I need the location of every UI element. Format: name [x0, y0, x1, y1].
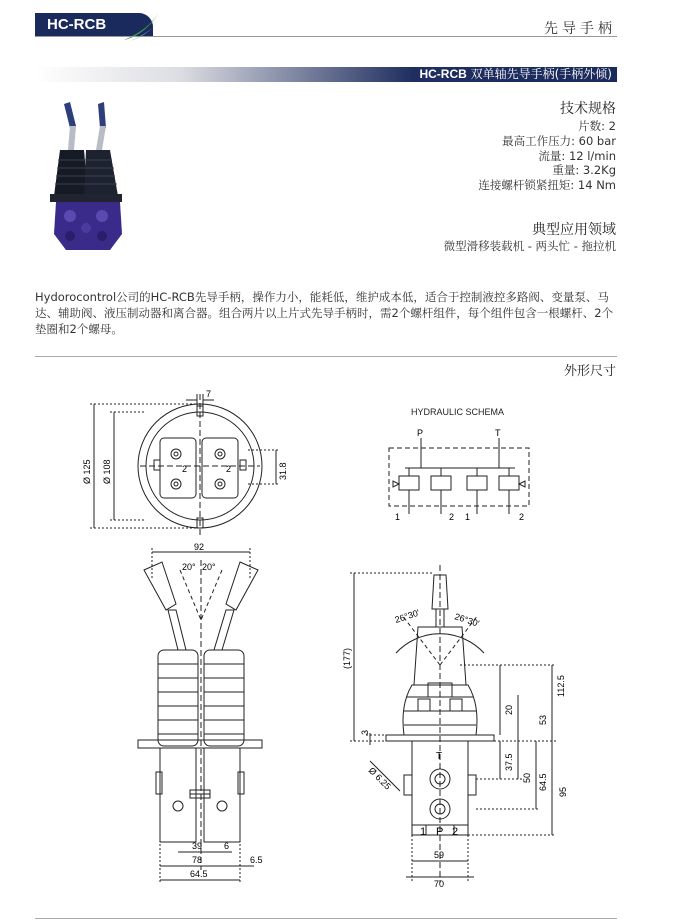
schema-port-t: T [495, 428, 501, 438]
spec-flow: 流量: 12 l/min [538, 149, 616, 163]
spec-weight: 重量: 3.2Kg [552, 163, 616, 177]
schema-title: HYDRAULIC SCHEMA [411, 407, 505, 417]
specs-heading: 技术规格 [560, 101, 616, 117]
dim-d108: Ø 108 [102, 459, 112, 484]
port-2-right: 2 [226, 464, 232, 474]
dim-95: 95 [558, 786, 568, 797]
banner-model: HC-RCB [419, 67, 467, 81]
spec-torque: 连接螺杆锁紧扭矩: 14 Nm [478, 178, 616, 192]
dim-112-5: 112.5 [556, 675, 566, 697]
port-t: T [436, 751, 443, 762]
dim-angle-26-30-left: 26°30' [393, 607, 421, 625]
dim-d6-25: Ø 6.25 [366, 765, 393, 792]
applications-text: 微型滑移装载机 - 两头忙 - 拖拉机 [443, 239, 616, 253]
schema-port-1b: 1 [465, 512, 471, 522]
schema-port-p: P [417, 428, 424, 438]
model-badge: HC-RCB [35, 13, 153, 37]
product-description: Hydorocontrol公司的HC-RCB先导手柄，操作力小，能耗低，维护成本低，适合于控制液控多路阀、变量泵、马达、辅助阀、液压制动器和离合器。组合两片以上片式先导手柄时，需2个螺杆组件，每个组件包含一根螺杆、2个垫圈和2个螺母。 [35, 290, 614, 336]
dim-39: 39 [192, 841, 203, 851]
port-1: 1 [420, 826, 427, 838]
dim-59: 59 [434, 850, 445, 860]
schema-port-2a: 2 [449, 512, 455, 522]
port-p: P [436, 826, 444, 838]
schema-port-2b: 2 [519, 512, 525, 522]
dim-37-5: 37.5 [504, 753, 514, 771]
dim-7: 7 [206, 389, 212, 399]
spec-max-pressure: 最高工作压力: 60 bar [502, 134, 616, 148]
brand-swoosh-icon [120, 8, 162, 44]
port-2-left: 2 [182, 464, 188, 474]
dim-70: 70 [434, 879, 445, 889]
spec-sections: 片数: 2 [578, 119, 616, 133]
schema-port-1a: 1 [395, 512, 401, 522]
dim-177: (177) [342, 647, 352, 669]
dim-78: 78 [192, 855, 203, 865]
dim-20: 20 [504, 704, 514, 715]
dim-50: 50 [522, 772, 532, 783]
footer-rule [35, 918, 617, 919]
dimensions-heading: 外形尺寸 [563, 364, 616, 379]
dim-64-5: 64.5 [190, 869, 208, 879]
hydraulic-schema [385, 428, 535, 522]
banner-text: 双单轴先导手柄(手柄外倾) [470, 67, 612, 81]
dim-d125: Ø 125 [82, 459, 92, 484]
dim-64-5-side: 64.5 [538, 773, 548, 791]
section-rule [35, 356, 617, 357]
dim-92: 92 [194, 542, 205, 552]
dim-angle-left: 20° [182, 562, 196, 572]
dim-53: 53 [538, 714, 548, 725]
category-title: 先导手柄 [544, 21, 616, 37]
top-view-drawing [80, 388, 290, 538]
header-rule [35, 36, 617, 37]
applications-heading: 典型应用领域 [532, 222, 616, 238]
dim-6: 6 [224, 841, 230, 851]
side-view-drawing [340, 565, 580, 890]
port-2: 2 [452, 826, 459, 838]
dim-angle-right: 20° [202, 562, 216, 572]
dim-31-8: 31.8 [278, 462, 288, 480]
product-photo [40, 100, 140, 260]
banner-title [419, 67, 612, 82]
dim-angle-26-30-right: 26°30' [453, 611, 481, 629]
front-view-drawing [130, 540, 280, 890]
dim-6-5: 6.5 [250, 855, 263, 865]
dim-3: 3 [360, 729, 370, 735]
